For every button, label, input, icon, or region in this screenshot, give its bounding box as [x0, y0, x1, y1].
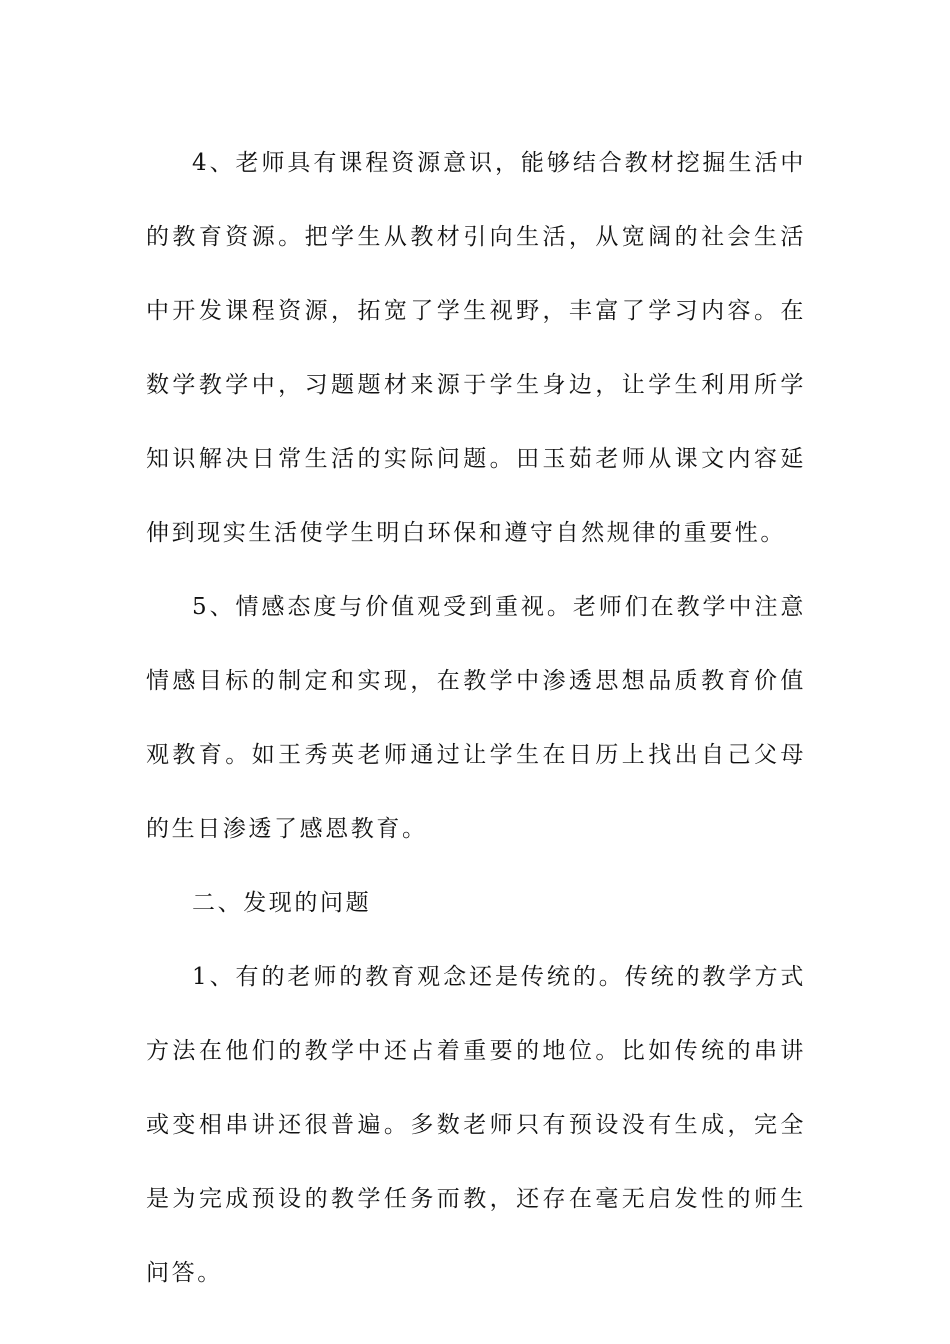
paragraph-traditional-concepts: 1、有的老师的教育观念还是传统的。传统的教学方式方法在他们的教学中还占着重要的地位。比如传统的串讲或变相串讲还很普遍。多数老师只有预设没有生成，完全是为完成预设的教学任务而教，还存在毫无启发性的师生问答。: [146, 964, 806, 1286]
section-heading-problems: 二、发现的问题: [192, 890, 372, 916]
document-body: [146, 126, 806, 1310]
paragraph-resource-awareness: 4、老师具有课程资源意识，能够结合教材挖掘生活中的教育资源。把学生从教材引向生活，从宽阔的社会生活中开发课程资源，拓宽了学生视野，丰富了学习内容。在数学教学中，习题题材来源于学生身边，让学生利用所学知识解决日常生活的实际问题。田玉茹老师从课文内容延伸到现实生活使学生明白环保和遵守自然规律的重要性。: [146, 150, 806, 546]
paragraph-emotion-values: 5、情感态度与价值观受到重视。老师们在教学中注意情感目标的制定和实现，在教学中渗透思想品质教育价值观教育。如王秀英老师通过让学生在日历上找出自己父母的生日渗透了感恩教育。: [146, 594, 806, 842]
